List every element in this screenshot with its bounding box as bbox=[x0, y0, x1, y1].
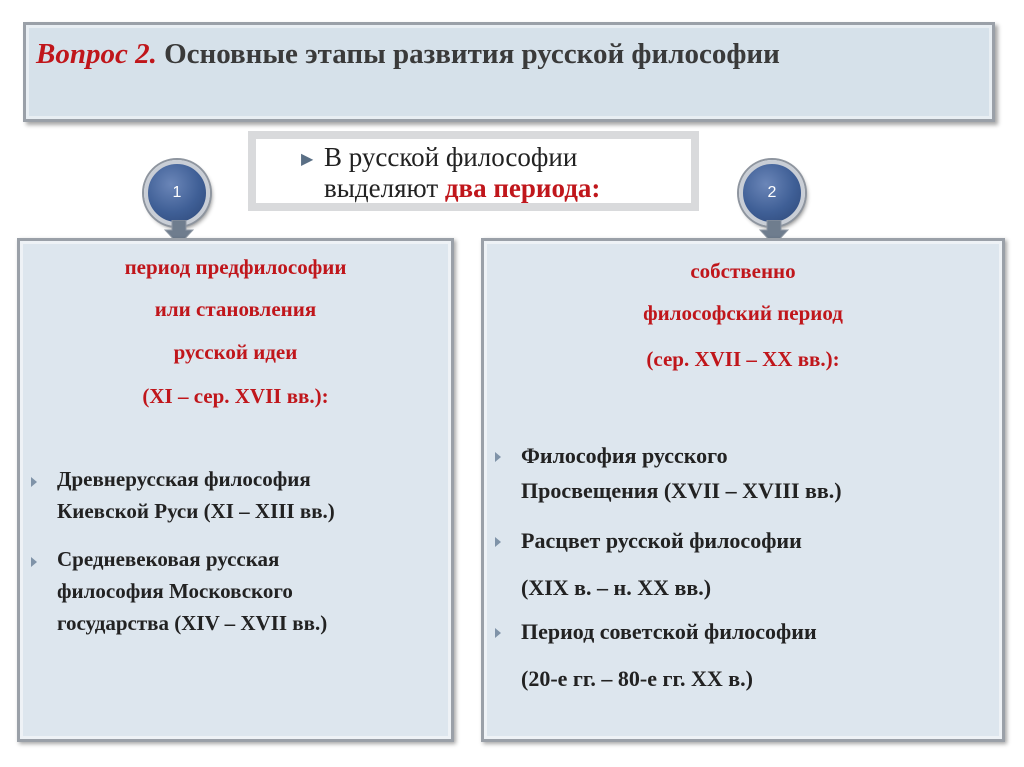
intro-box bbox=[248, 131, 699, 211]
period-1-header-line-4: (XI – сер. XVII вв.): bbox=[142, 384, 329, 408]
bullet-icon bbox=[31, 477, 37, 487]
title-banner bbox=[23, 22, 995, 122]
period-2-header-line-3: (сер. XVII – XX вв.): bbox=[646, 347, 840, 371]
period-2-item-2: Расцвет русской философии (XIX в. – н. XX вв.) bbox=[521, 528, 802, 600]
intro-highlight: два периода: bbox=[444, 173, 601, 203]
bullet-icon bbox=[495, 537, 501, 547]
bullet-icon bbox=[31, 557, 37, 567]
intro-line-2 bbox=[324, 173, 600, 204]
period-1-item-1: Древнерусская философия Киевской Руси (XI – XIII вв.) bbox=[57, 467, 335, 523]
period-1-header-line-1: период предфилософии bbox=[124, 255, 347, 279]
page-title bbox=[36, 38, 780, 71]
period-1-header-line-3: русской идеи bbox=[173, 340, 298, 364]
title-text: Основные этапы развития русской философии bbox=[164, 38, 780, 70]
bullet-icon bbox=[495, 628, 501, 638]
period-1-item-2: Средневековая русская философия Московского государства (XIV – XVII вв.) bbox=[57, 547, 328, 635]
period-1-header-line-2: или становления bbox=[154, 297, 317, 321]
marker-1-circle: 1 bbox=[144, 160, 210, 226]
period-2-header-line-2: философский период bbox=[643, 301, 843, 325]
question-number: Вопрос 2. bbox=[36, 38, 157, 70]
period-2-item-3: Период советской философии (20-е гг. – 80-е гг. XX в.) bbox=[521, 619, 817, 691]
bullet-icon: ▶ bbox=[301, 151, 314, 168]
bullet-icon bbox=[495, 452, 501, 462]
period-2-item-1: Философия русского Просвещения (XVII – XVIII вв.) bbox=[521, 443, 842, 503]
marker-2-circle: 2 bbox=[739, 160, 805, 226]
intro-line-1: В русской философии bbox=[324, 142, 578, 172]
period-2-header-line-1: собственно bbox=[690, 259, 796, 283]
intro-prefix: выделяют bbox=[324, 173, 439, 203]
period-2-panel bbox=[481, 238, 1005, 742]
period-1-panel bbox=[17, 238, 454, 742]
